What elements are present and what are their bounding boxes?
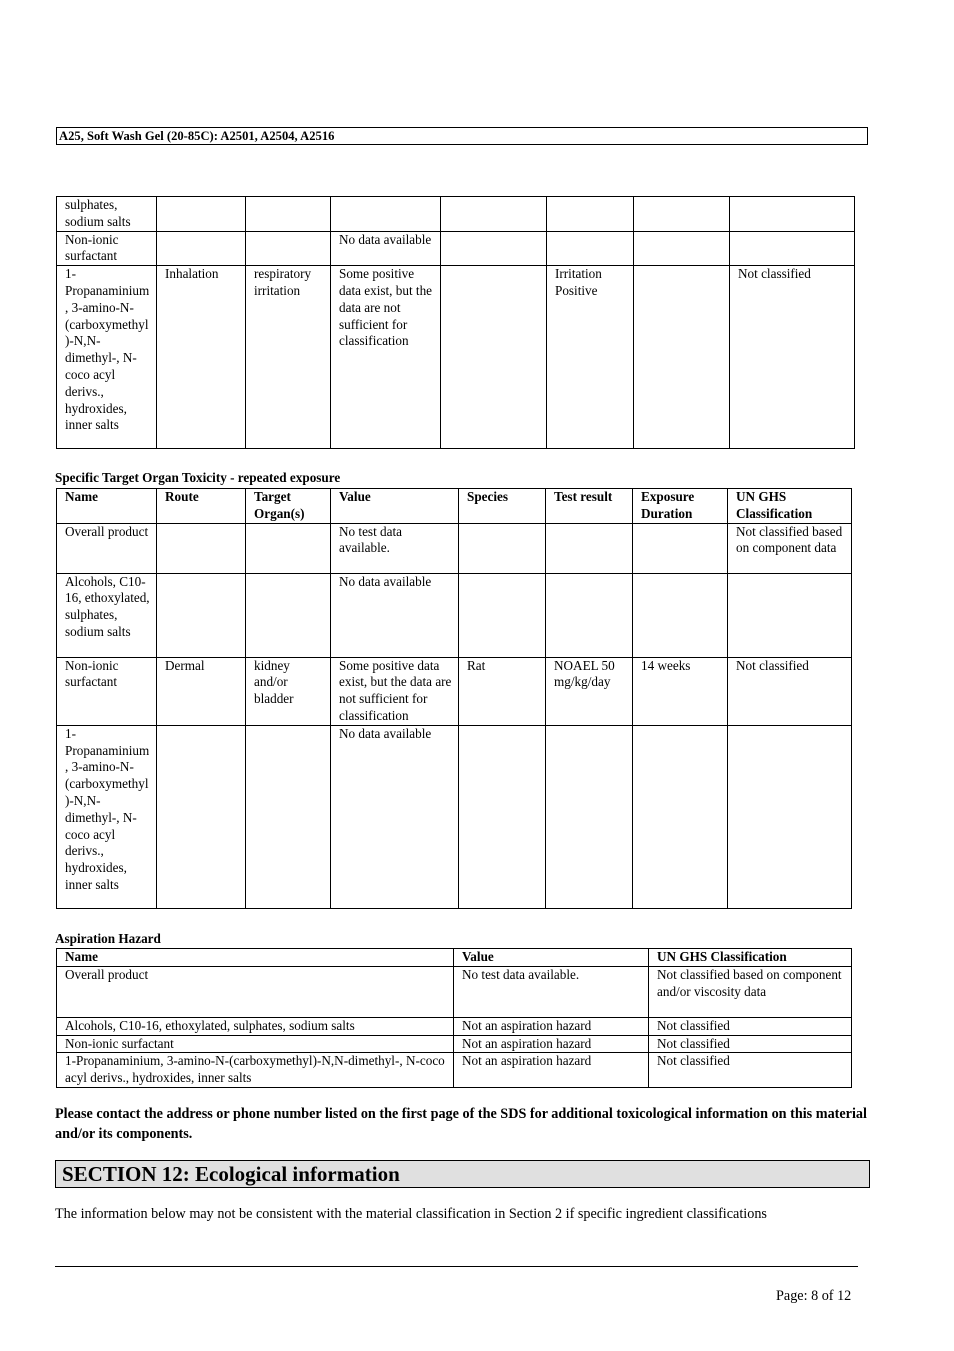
cell: No test data available. bbox=[454, 966, 649, 1017]
cell: Not classified bbox=[728, 657, 852, 725]
column-header: Route bbox=[157, 489, 246, 524]
cell bbox=[633, 573, 728, 657]
page-number: Page: 8 of 12 bbox=[776, 1288, 852, 1304]
cell bbox=[331, 197, 441, 232]
repeated-exposure-table bbox=[56, 488, 852, 909]
cell: Not an aspiration hazard bbox=[454, 1017, 649, 1035]
cell bbox=[441, 266, 547, 449]
cell: Not classified based on component and/or viscosity data bbox=[649, 966, 852, 1017]
cell: Not classified bbox=[649, 1053, 852, 1088]
table-row bbox=[57, 266, 855, 449]
cell: Not classified bbox=[649, 1035, 852, 1053]
aspiration-hazard-title: Aspiration Hazard bbox=[55, 931, 161, 946]
table-row bbox=[57, 523, 852, 573]
cell bbox=[546, 523, 633, 573]
column-header: UN GHS Classification bbox=[649, 949, 852, 967]
cell: Non-ionic surfactant bbox=[57, 231, 157, 266]
column-header: Test result bbox=[546, 489, 633, 524]
table-header-row bbox=[57, 489, 852, 524]
table-row bbox=[57, 573, 852, 657]
cell: Inhalation bbox=[157, 266, 246, 449]
cell bbox=[441, 197, 547, 232]
cell: Rat bbox=[459, 657, 546, 725]
cell: Dermal bbox=[157, 657, 246, 725]
cell bbox=[730, 231, 855, 266]
cell bbox=[546, 725, 633, 908]
cell bbox=[157, 231, 246, 266]
cell bbox=[728, 725, 852, 908]
cell: NOAEL 50 mg/kg/day bbox=[546, 657, 633, 725]
column-header: Value bbox=[331, 489, 459, 524]
cell: Overall product bbox=[57, 523, 157, 573]
cell: 14 weeks bbox=[633, 657, 728, 725]
cell bbox=[157, 573, 246, 657]
table-row bbox=[57, 725, 852, 908]
cell: Alcohols, C10-16, ethoxylated, sulphates, sodium salts bbox=[57, 1017, 454, 1035]
cell bbox=[728, 573, 852, 657]
cell: No data available bbox=[331, 573, 459, 657]
cell bbox=[633, 523, 728, 573]
table-row bbox=[57, 197, 855, 232]
cell bbox=[547, 231, 634, 266]
cell bbox=[441, 231, 547, 266]
cell: 1-Propanaminium, 3-amino-N-(carboxymethyl)-N,N-dimethyl-, N-coco acyl derivs., hydroxides, inner salts bbox=[57, 1053, 454, 1088]
cell bbox=[459, 573, 546, 657]
column-header: Species bbox=[459, 489, 546, 524]
cell: respiratory irritation bbox=[246, 266, 331, 449]
cell: 1-Propanaminium, 3-amino-N-(carboxymethyl)-N,N-dimethyl-, N-coco acyl derivs., hydroxides, inner salts bbox=[57, 725, 157, 908]
cell: kidney and/or bladder bbox=[246, 657, 331, 725]
cell bbox=[157, 197, 246, 232]
cell bbox=[246, 231, 331, 266]
column-header: Name bbox=[57, 949, 454, 967]
cell bbox=[246, 197, 331, 232]
column-header: Name bbox=[57, 489, 157, 524]
table-row bbox=[57, 1017, 852, 1035]
cell: No data available bbox=[331, 725, 459, 908]
table-row bbox=[57, 1035, 852, 1053]
document-header: A25, Soft Wash Gel (20-85C): A2501, A2504, A2516 bbox=[56, 127, 868, 145]
cell: Not classified based on component data bbox=[728, 523, 852, 573]
cell bbox=[547, 197, 634, 232]
aspiration-hazard-table bbox=[56, 948, 852, 1088]
table-header-row bbox=[57, 949, 852, 967]
cell bbox=[459, 725, 546, 908]
cell: Not an aspiration hazard bbox=[454, 1053, 649, 1088]
cell: Some positive data exist, but the data are not sufficient for classification bbox=[331, 657, 459, 725]
table-row bbox=[57, 1053, 852, 1088]
cell: Irritation Positive bbox=[547, 266, 634, 449]
table-row bbox=[57, 231, 855, 266]
cell bbox=[157, 725, 246, 908]
repeated-exposure-title: Specific Target Organ Toxicity - repeated exposure bbox=[55, 470, 341, 485]
footer-divider bbox=[55, 1266, 858, 1267]
cell bbox=[634, 266, 730, 449]
column-header: UN GHS Classification bbox=[728, 489, 852, 524]
table-row bbox=[57, 966, 852, 1017]
cell bbox=[634, 231, 730, 266]
single-exposure-table-continued bbox=[56, 196, 855, 449]
cell: Non-ionic surfactant bbox=[57, 657, 157, 725]
section-12-title: SECTION 12: Ecological information bbox=[55, 1160, 870, 1188]
contact-note: Please contact the address or phone number listed on the first page of the SDS for additional toxicological information on this material and/or its components. bbox=[55, 1106, 867, 1142]
cell: Not classified bbox=[649, 1017, 852, 1035]
cell bbox=[246, 725, 331, 908]
cell bbox=[246, 523, 331, 573]
cell: 1-Propanaminium, 3-amino-N-(carboxymethyl)-N,N-dimethyl-, N-coco acyl derivs., hydroxides, inner salts bbox=[57, 266, 157, 449]
cell: Not an aspiration hazard bbox=[454, 1035, 649, 1053]
cell: sulphates, sodium salts bbox=[57, 197, 157, 232]
cell bbox=[546, 573, 633, 657]
cell bbox=[730, 197, 855, 232]
cell: No data available bbox=[331, 231, 441, 266]
section-12-intro: The information below may not be consistent with the material classification in Section 2 if specific ingredient classifications bbox=[55, 1206, 767, 1222]
column-header: Exposure Duration bbox=[633, 489, 728, 524]
cell bbox=[157, 523, 246, 573]
cell: Not classified bbox=[730, 266, 855, 449]
cell: Alcohols, C10-16, ethoxylated, sulphates, sodium salts bbox=[57, 573, 157, 657]
cell: Non-ionic surfactant bbox=[57, 1035, 454, 1053]
cell bbox=[246, 573, 331, 657]
cell bbox=[634, 197, 730, 232]
cell: Some positive data exist, but the data are not sufficient for classification bbox=[331, 266, 441, 449]
cell: Overall product bbox=[57, 966, 454, 1017]
cell bbox=[459, 523, 546, 573]
column-header: Value bbox=[454, 949, 649, 967]
table-row bbox=[57, 657, 852, 725]
cell: No test data available. bbox=[331, 523, 459, 573]
column-header: Target Organ(s) bbox=[246, 489, 331, 524]
cell bbox=[633, 725, 728, 908]
